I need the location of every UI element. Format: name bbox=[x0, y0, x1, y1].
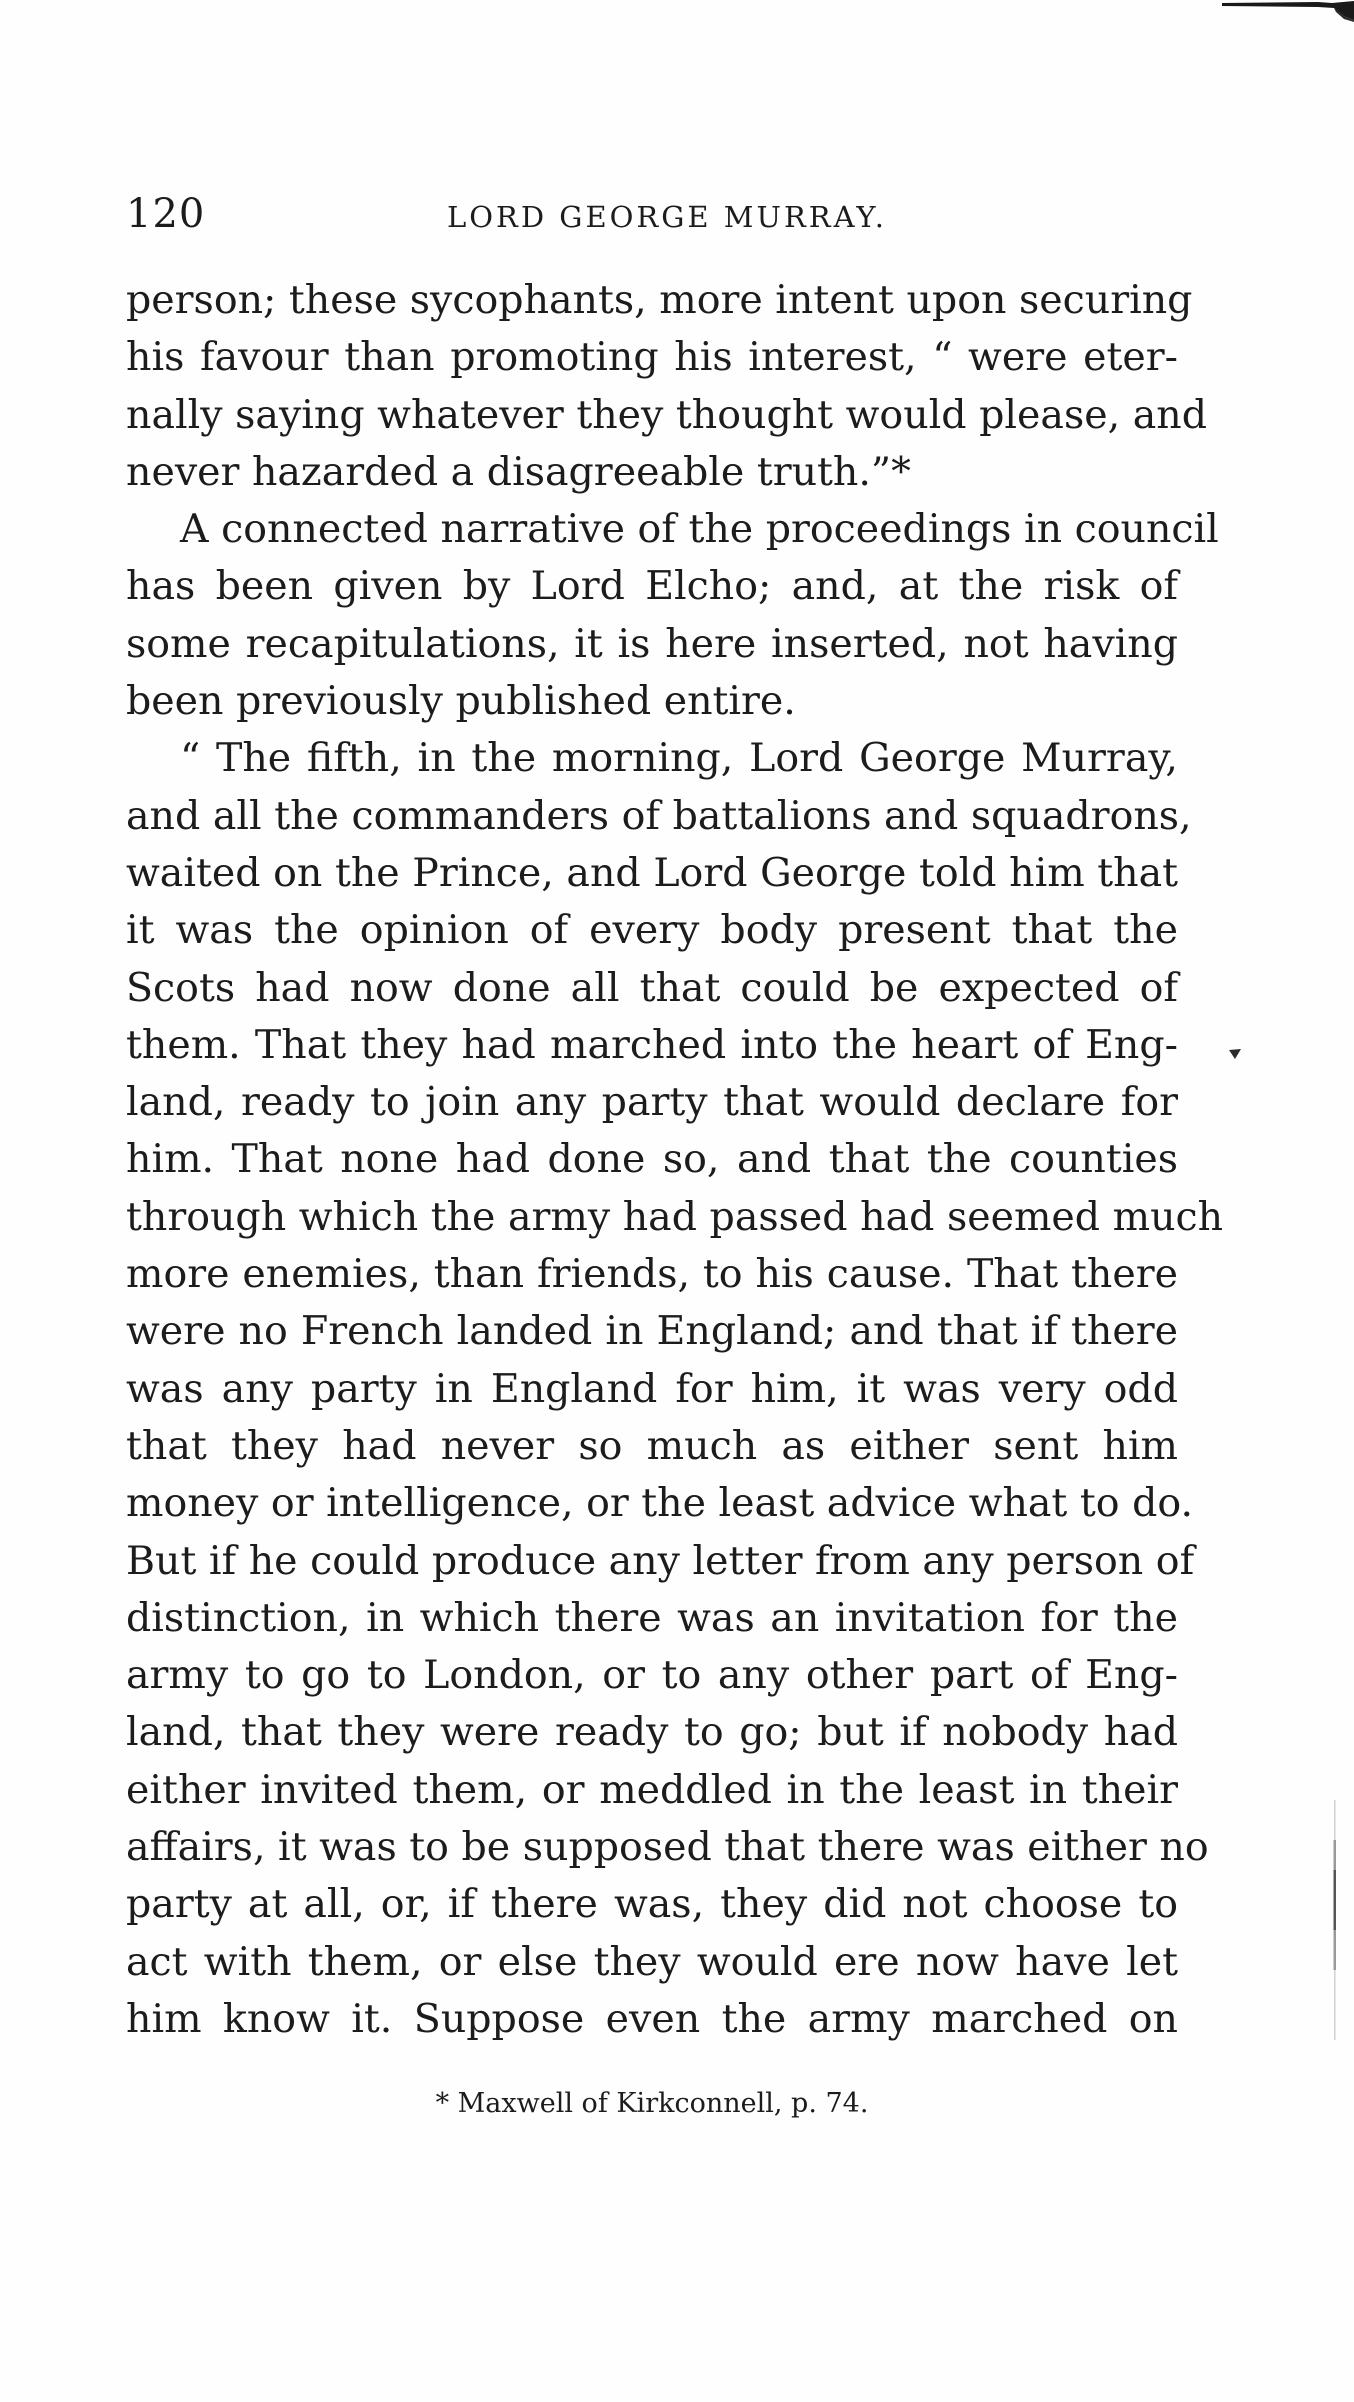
text-line: that they had never so much as either sent him bbox=[126, 1422, 1178, 1469]
text-line: him know it. Suppose even the army marched on bbox=[126, 1995, 1178, 2042]
text-line: it was the opinion of every body present that the bbox=[126, 907, 1178, 954]
footnote: * Maxwell of Kirkconnell, p. 74. bbox=[435, 2088, 869, 2119]
text-line: person; these sycophants, more intent upon securing bbox=[126, 277, 1193, 323]
text-line: “ The fifth, in the morning, Lord George Murray, bbox=[180, 735, 1178, 782]
text-line: land, ready to join any party that would declare for bbox=[126, 1079, 1178, 1126]
text-line: more enemies, than friends, to his cause. That there bbox=[126, 1251, 1178, 1298]
text-line: party at all, or, if there was, they did not choose to bbox=[126, 1881, 1178, 1928]
text-line: act with them, or else they would ere now have let bbox=[126, 1938, 1178, 1985]
text-line: was any party in England for him, it was very odd bbox=[126, 1365, 1178, 1412]
scan-edge-mark bbox=[1222, 0, 1354, 22]
text-line: and all the commanders of battalions and squadrons, bbox=[126, 792, 1192, 839]
text-line: land, that they were ready to go; but if nobody had bbox=[126, 1709, 1178, 1756]
text-line: them. That they had marched into the heart of Eng- bbox=[126, 1021, 1178, 1068]
text-line: Scots had now done all that could be expected of bbox=[126, 964, 1178, 1011]
text-line: were no French landed in England; and that if there bbox=[126, 1308, 1178, 1355]
text-line: either invited them, or meddled in the least in their bbox=[126, 1766, 1178, 1813]
text-line: him. That none had done so, and that the counties bbox=[126, 1136, 1178, 1183]
text-line: money or intelligence, or the least advice what to do. bbox=[126, 1480, 1194, 1527]
text-line: some recapitulations, it is here inserted, not having bbox=[126, 620, 1178, 667]
margin-speck bbox=[1228, 1048, 1242, 1060]
text-line: But if he could produce any letter from any person of bbox=[126, 1537, 1195, 1584]
text-line: through which the army had passed had seemed much bbox=[126, 1193, 1224, 1240]
text-line: distinction, in which there was an invitation for the bbox=[126, 1594, 1178, 1641]
text-line: nally saying whatever they thought would please, and bbox=[126, 391, 1207, 438]
page-number: 120 bbox=[126, 191, 206, 237]
running-head: LORD GEORGE MURRAY. bbox=[446, 200, 888, 234]
text-line: army to go to London, or to any other part of Eng- bbox=[126, 1652, 1178, 1699]
body-text bbox=[126, 272, 1224, 2048]
margin-speck bbox=[1330, 1800, 1340, 2040]
text-line: has been given by Lord Elcho; and, at the risk of bbox=[126, 563, 1178, 610]
page-header bbox=[126, 186, 1178, 242]
text-line: waited on the Prince, and Lord George told him that bbox=[126, 849, 1178, 896]
text-line: his favour than promoting his interest, “ were eter- bbox=[126, 334, 1178, 381]
text-line: never hazarded a disagreeable truth.”* bbox=[126, 448, 911, 495]
text-line: affairs, it was to be supposed that there was either no bbox=[126, 1824, 1209, 1871]
text-line: been previously published entire. bbox=[126, 678, 796, 725]
text-line: A connected narrative of the proceedings in council bbox=[180, 506, 1219, 553]
